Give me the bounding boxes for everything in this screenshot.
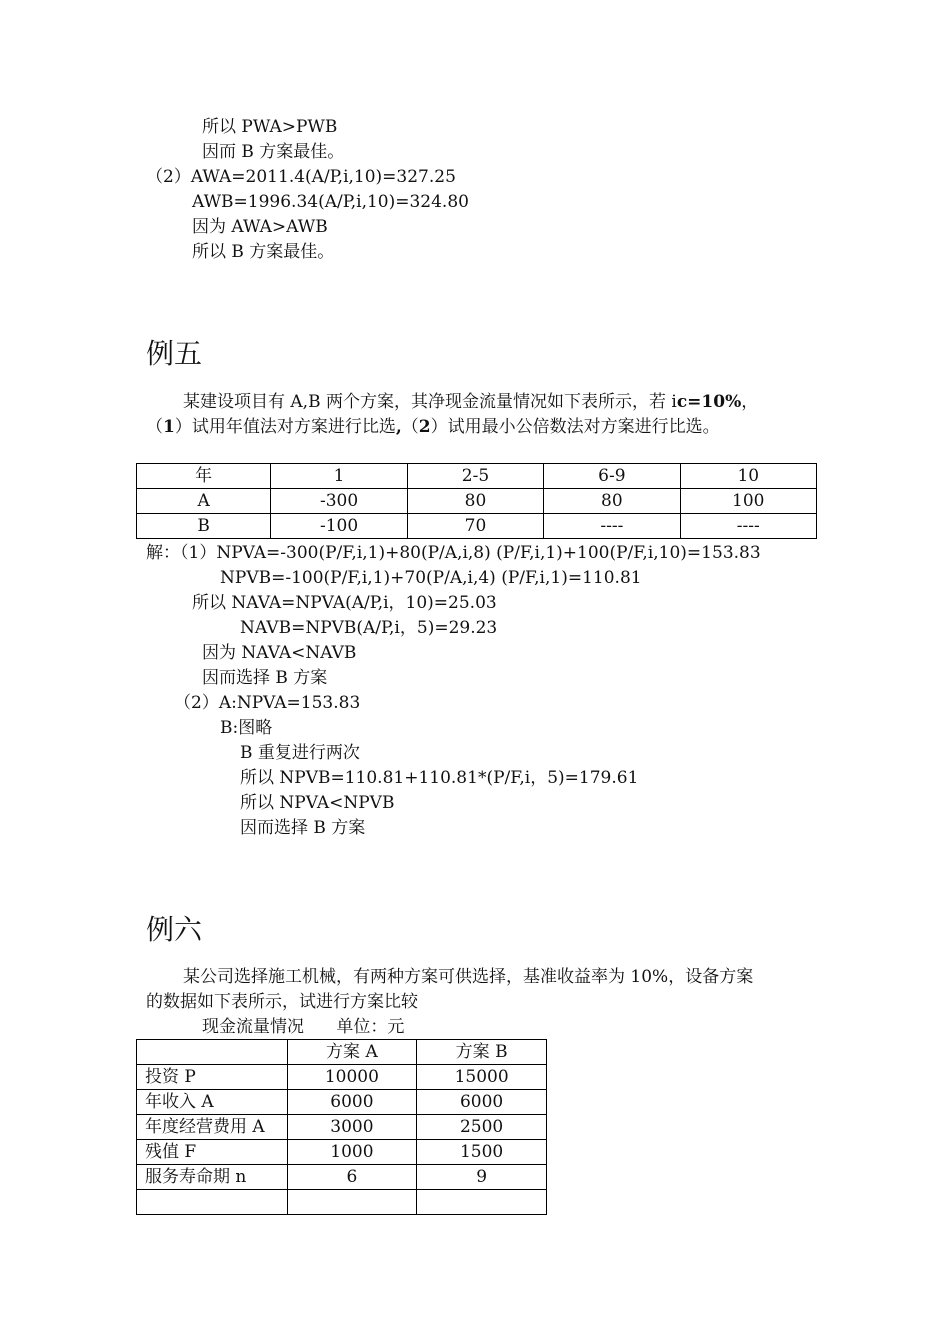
- table-cell: 方案 A: [287, 1040, 417, 1065]
- solution-line: 因而选择 B 方案: [240, 818, 366, 838]
- text-line: 所以 PWA>PWB: [202, 117, 338, 137]
- table-cell: 2-5: [407, 464, 543, 489]
- solution-line: B 重复进行两次: [240, 743, 360, 763]
- table-cell: 服务寿命期 n: [137, 1165, 288, 1190]
- table-cell: 年: [137, 464, 271, 489]
- table-cell: 70: [407, 514, 543, 539]
- cashflow-table-example5: [136, 463, 817, 539]
- table-header-row: [137, 464, 817, 489]
- para-bold: ,: [395, 417, 402, 437]
- table-cell: 15000: [417, 1065, 547, 1090]
- table-cell: 1500: [417, 1140, 547, 1165]
- para-bold: 1: [163, 417, 175, 437]
- table-row: [137, 514, 817, 539]
- table-cell: 年收入 A: [137, 1090, 288, 1115]
- example6-paragraph-line2: 的数据如下表所示，试进行方案比较: [146, 992, 418, 1012]
- table-header-row: [137, 1040, 547, 1065]
- table-row: [137, 489, 817, 514]
- table-cell: 10: [680, 464, 816, 489]
- text-line: 因而 B 方案最佳。: [202, 142, 345, 162]
- text-line: 因为 AWA>AWB: [192, 217, 328, 237]
- table-cell: 6: [287, 1165, 417, 1190]
- table-cell: [137, 1040, 288, 1065]
- table-row: [137, 1165, 547, 1190]
- table-caption: 现金流量情况 单位：元: [202, 1017, 405, 1037]
- text-line: AWB=1996.34(A/P,i,10)=324.80: [192, 192, 469, 212]
- table-cell: [137, 1190, 288, 1215]
- solution-line: （2）A:NPVA=153.83: [174, 693, 361, 713]
- example6-paragraph-line1: 某公司选择施工机械，有两种方案可供选择，基准收益率为 10%，设备方案: [183, 967, 754, 987]
- table-cell: 100: [680, 489, 816, 514]
- table-cell: ----: [680, 514, 816, 539]
- table-cell: 2500: [417, 1115, 547, 1140]
- table-cell: A: [137, 489, 271, 514]
- table-row: [137, 1115, 547, 1140]
- table-cell: 残值 F: [137, 1140, 288, 1165]
- table-cell: 1: [271, 464, 407, 489]
- table-cell: 80: [544, 489, 680, 514]
- table-cell: 1000: [287, 1140, 417, 1165]
- solution-line: 解：（1）NPVA=-300(P/F,i,1)+80(P/A,i,8) (P/F,i,1)+100(P/F,i,10)=153.83: [146, 543, 761, 563]
- solution-line: 因为 NAVA<NAVB: [202, 643, 357, 663]
- para-text: （: [146, 417, 163, 437]
- para-text: ，: [741, 392, 759, 412]
- text-line: 所以 B 方案最佳。: [192, 242, 335, 262]
- solution-line: NPVB=-100(P/F,i,1)+70(P/A,i,4) (P/F,i,1)=110.81: [220, 568, 642, 588]
- para-text: （: [401, 417, 419, 437]
- example5-paragraph-line2: [146, 416, 720, 438]
- text-line: （2）AWA=2011.4(A/P,i,10)=327.25: [146, 167, 456, 187]
- table-cell: ----: [544, 514, 680, 539]
- table-row: [137, 1140, 547, 1165]
- example6-heading: 例六: [146, 913, 203, 946]
- para-bold: 2: [418, 417, 431, 437]
- table-row: [137, 1065, 547, 1090]
- example5-heading: 例五: [146, 337, 203, 370]
- table-cell: -100: [271, 514, 407, 539]
- table-cell: 6000: [287, 1090, 417, 1115]
- solution-line: 所以 NPVA<NPVB: [240, 793, 395, 813]
- equipment-table-example6: [136, 1039, 547, 1215]
- table-cell: [287, 1190, 417, 1215]
- solution-line: 因而选择 B 方案: [202, 668, 328, 688]
- solution-line: 所以 NPVB=110.81+110.81*(P/F,i，5)=179.61: [240, 768, 639, 788]
- solution-line: B:图略: [220, 718, 273, 738]
- para-text: ）试用最小公倍数法对方案进行比选。: [430, 417, 720, 437]
- table-cell: 方案 B: [417, 1040, 547, 1065]
- solution-line: 所以 NAVA=NPVA(A/P,i，10)=25.03: [192, 593, 497, 613]
- table-cell: 投资 P: [137, 1065, 288, 1090]
- table-cell: B: [137, 514, 271, 539]
- example5-paragraph-line1: [183, 391, 758, 413]
- table-cell: [417, 1190, 547, 1215]
- table-cell: 6-9: [544, 464, 680, 489]
- table-cell: 10000: [287, 1065, 417, 1090]
- table-cell: 年度经营费用 A: [137, 1115, 288, 1140]
- para-bold: c=10%: [676, 392, 742, 412]
- table-cell: 6000: [417, 1090, 547, 1115]
- table-cell: 3000: [287, 1115, 417, 1140]
- para-text: 某建设项目有 A,B 两个方案，其净现金流量情况如下表所示，若 i: [183, 392, 677, 412]
- solution-line: NAVB=NPVB(A/P,i，5)=29.23: [240, 618, 498, 638]
- table-cell: -300: [271, 489, 407, 514]
- table-cell: 9: [417, 1165, 547, 1190]
- table-cell: 80: [407, 489, 543, 514]
- para-text: ）试用年值法对方案进行比选: [174, 417, 396, 437]
- table-row: [137, 1190, 547, 1215]
- table-row: [137, 1090, 547, 1115]
